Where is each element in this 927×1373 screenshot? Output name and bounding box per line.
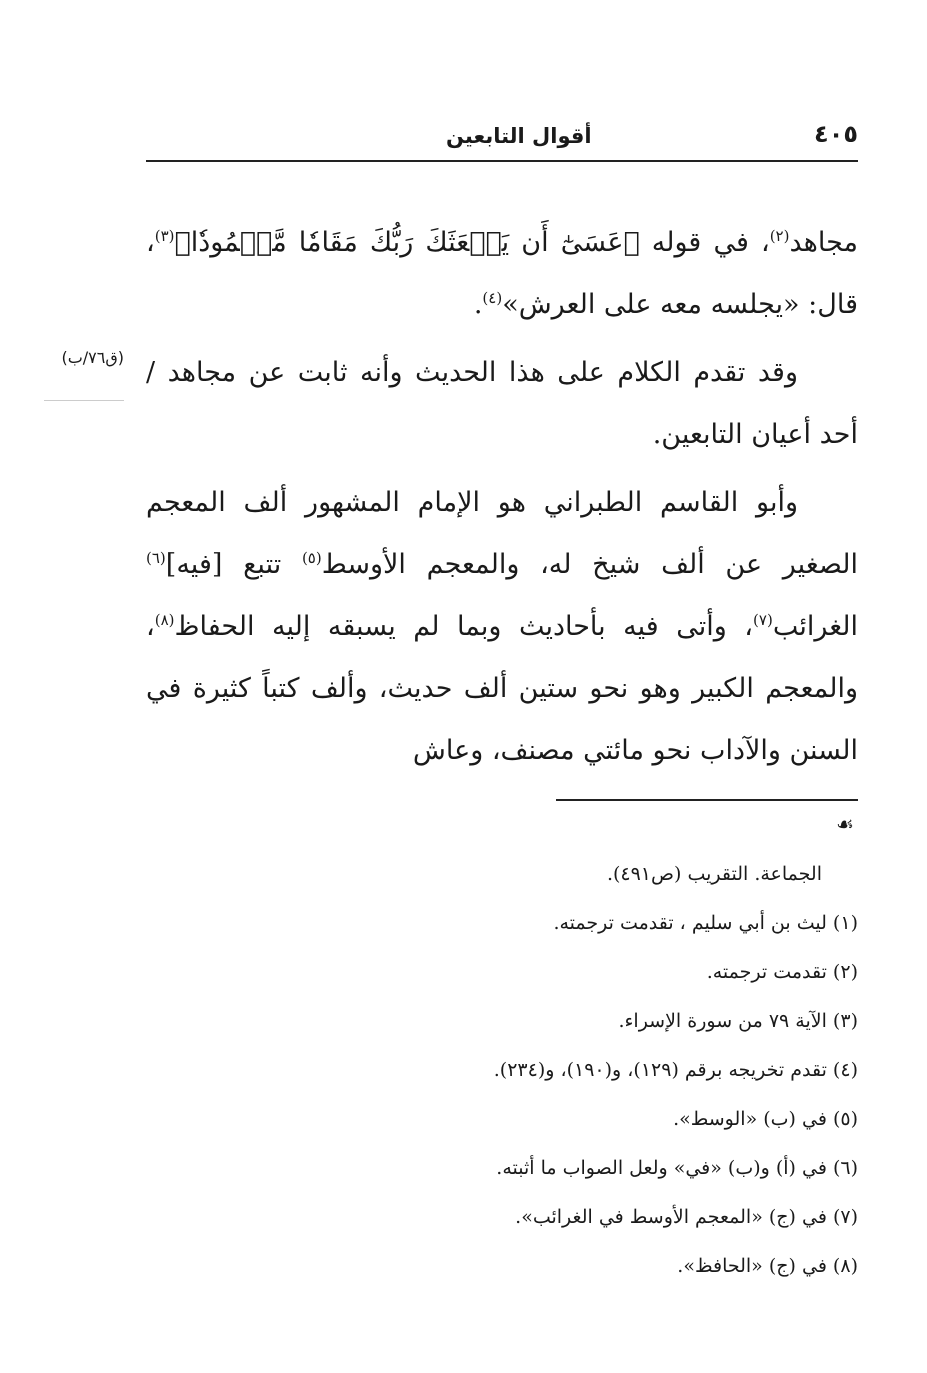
text-segment: ، قال: «يجلسه معه على العرش» xyxy=(146,227,858,320)
footnote-ref[interactable]: (٤) xyxy=(482,289,503,307)
footnote-ref[interactable]: (٨) xyxy=(154,611,175,629)
footnote-item: (٧) في (ج) «المعجم الأوسط في الغرائب». xyxy=(515,1206,858,1228)
footnote-ref[interactable]: (٧) xyxy=(753,611,773,629)
running-title: أقوال التابعين xyxy=(446,124,592,148)
text-segment: ، وأتى فيه بأحاديث وبما لم يسبقه إليه الحفاظ xyxy=(174,611,754,642)
footnote-item: (٣) الآية ٧٩ من سورة الإسراء. xyxy=(618,1010,858,1032)
text-segment: مجاهد xyxy=(789,227,858,258)
continuation-mark-icon: ☙ xyxy=(836,812,854,836)
paragraph-3 xyxy=(146,472,858,782)
footnote-item: (٨) في (ج) «الحافظ». xyxy=(677,1255,858,1277)
quran-verse: ، في قوله ﴿عَسَىٰٓ أَن يَبۡعَثَكَ رَبُّكَ مَقَامٗا مَّحۡمُودٗا﴾ xyxy=(174,227,770,258)
footnote-ref[interactable]: (٥) xyxy=(301,549,322,567)
footnote-divider xyxy=(556,799,858,801)
paragraph-1 xyxy=(146,212,858,336)
text-segment: وأبو القاسم الطبراني هو الإمام المشهور ألف المعجم الصغير عن ألف شيخ له، والمعجم الأوسط xyxy=(146,487,858,580)
footnotes xyxy=(146,850,858,1291)
footnote-item: (١) ليث بن أبي سليم ، تقدمت ترجمته. xyxy=(553,912,858,934)
footnote-continuation: الجماعة. التقريب (ص٤٩١). xyxy=(606,863,822,885)
footnote-item: (٢) تقدمت ترجمته. xyxy=(706,961,858,983)
page-header xyxy=(146,120,858,162)
text-segment: . xyxy=(473,289,483,320)
footnote-item: (٤) تقدم تخريجه برقم (١٢٩)، و(١٩٠)، و(٢٣٤). xyxy=(493,1059,858,1081)
text-segment: ، والمعجم الكبير وهو نحو ستين ألف حديث، وألف كتباً كثيرة في السنن والآداب نحو مائتي مصنف، وعاش xyxy=(146,611,858,766)
margin-divider xyxy=(44,400,124,401)
text-segment: تتبع [فيه] xyxy=(165,549,302,580)
footnote-item: (٦) في (أ) و(ب) «في» ولعل الصواب ما أثبته. xyxy=(496,1157,858,1179)
footnote-ref[interactable]: (٣) xyxy=(154,227,175,245)
text-segment: الغرائب xyxy=(772,611,858,642)
paragraph-2: وقد تقدم الكلام على هذا الحديث وأنه ثابت عن مجاهد / أحد أعيان التابعين. xyxy=(146,357,858,450)
page-number: ٤٠٥ xyxy=(814,120,858,148)
footnote-item: (٥) في (ب) «الوسط». xyxy=(673,1108,858,1130)
manuscript-folio-note: (ق٧٦/ب) xyxy=(61,348,124,367)
footnote-ref[interactable]: (٢) xyxy=(769,227,790,245)
main-text xyxy=(146,212,858,788)
footnote-ref[interactable]: (٦) xyxy=(146,549,166,567)
